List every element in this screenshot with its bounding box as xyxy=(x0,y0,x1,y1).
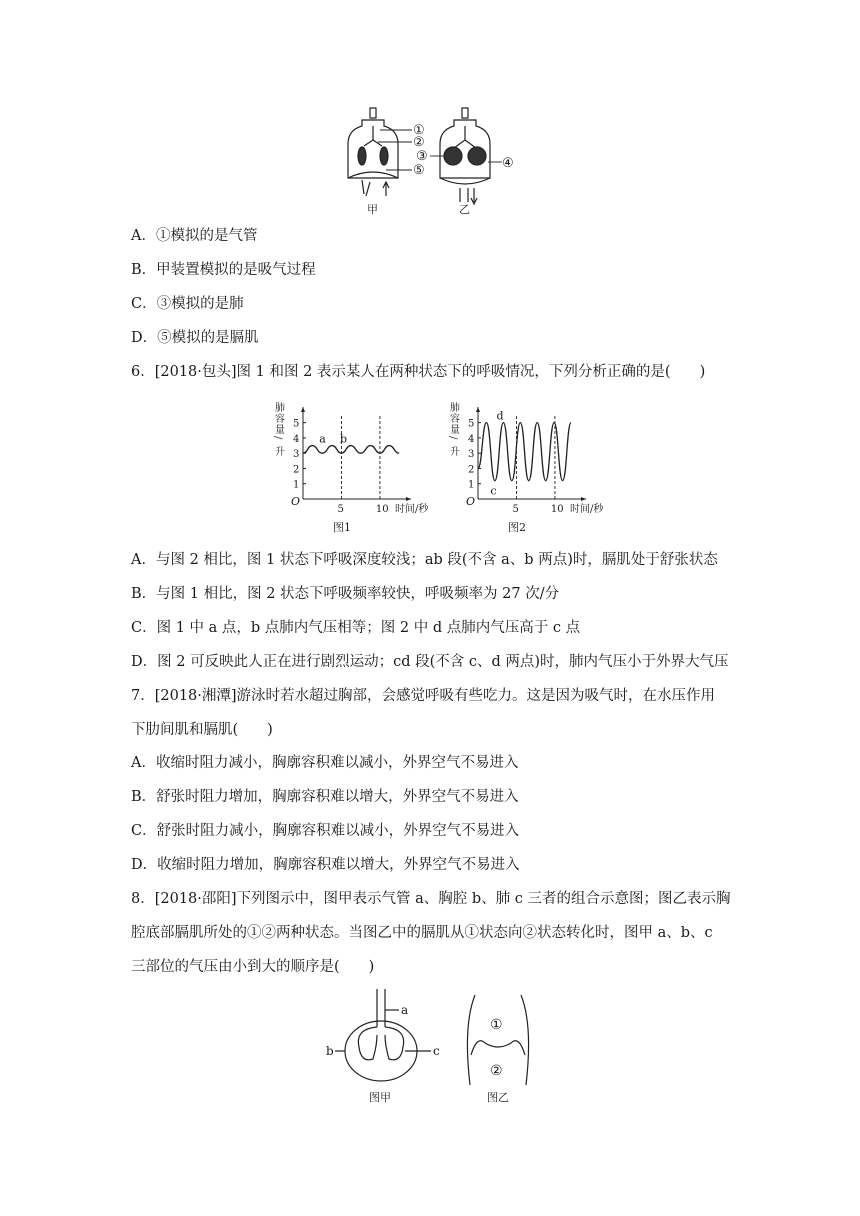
state-2: ② xyxy=(490,1063,503,1079)
jar-jia xyxy=(348,108,398,196)
origin-label: O xyxy=(466,495,476,508)
y-axis-label-char: 量 xyxy=(275,425,285,436)
x-tick-label: 5 xyxy=(337,504,344,515)
y-axis-label-char: 升 xyxy=(450,447,460,458)
chart-figure-1 xyxy=(265,395,429,535)
y-axis-label-char: 量 xyxy=(450,425,460,436)
chart-title: 图2 xyxy=(508,521,526,534)
x-tick-label: 5 xyxy=(512,504,519,515)
q7-option-b: B．舒张时阻力增加，胸廓容积难以增大，外界空气不易进入 xyxy=(131,789,519,805)
x-axis-label: 时间/秒 xyxy=(570,504,604,515)
x-tick-label: 10 xyxy=(375,504,389,515)
label-3: ③ xyxy=(416,149,428,164)
q5-option-d: D．⑤模拟的是膈肌 xyxy=(131,330,259,346)
q7-option-a: A．收缩时阻力减小，胸廓容积难以减小，外界空气不易进入 xyxy=(131,755,519,771)
label-b: b xyxy=(326,1044,334,1058)
series-line xyxy=(478,423,571,481)
label-a: a xyxy=(401,1003,409,1017)
y-axis-arrow xyxy=(476,407,480,412)
q6-option-a: A．与图 2 相比，图 1 状态下呼吸深度较浅；ab 段(不含 a、b 两点)时，膈肌处于舒张状态 xyxy=(131,552,718,568)
y-axis-label-char: 容 xyxy=(275,414,285,425)
label-4: ④ xyxy=(502,156,514,171)
q6-option-c: C．图 1 中 a 点，b 点肺内气压相等；图 2 中 d 点肺内气压高于 c 点 xyxy=(131,620,581,636)
figure-jia xyxy=(335,989,431,1081)
y-axis-label-char: 肺 xyxy=(275,403,285,414)
state-1: ① xyxy=(490,1017,503,1033)
y-axis-label-char: 升 xyxy=(275,447,285,458)
point-label-d: d xyxy=(496,409,504,423)
q5-option-c: C．③模拟的是肺 xyxy=(131,296,244,312)
caption-tu-yi: 图乙 xyxy=(487,1091,509,1104)
q5-option-a: A．①模拟的是气管 xyxy=(131,228,258,244)
y-tick-label: 1 xyxy=(468,479,475,491)
y-tick-label: 2 xyxy=(468,464,475,476)
x-axis-arrow xyxy=(581,497,586,501)
q8-stem-line1: 8．[2018·邵阳]下列图示中，图甲表示气管 a、胸腔 b、肺 c 三者的组合示意图；图乙表示胸 xyxy=(131,891,731,907)
chart-title: 图1 xyxy=(333,521,351,534)
q7-option-c: C．舒张时阻力减小，胸廓容积难以减小，外界空气不易进入 xyxy=(131,823,520,839)
point-label-c: c xyxy=(490,484,497,498)
x-tick-label: 10 xyxy=(550,504,564,515)
bell-jar-figure xyxy=(340,100,530,220)
q6-option-b: B．与图 1 相比，图 2 状态下呼吸频率较快，呼吸频率为 27 次/分 xyxy=(131,586,560,602)
y-tick-label: 3 xyxy=(468,449,475,461)
y-tick-label: 2 xyxy=(293,464,300,476)
y-tick-label: 5 xyxy=(468,418,475,430)
y-axis-label-char: / xyxy=(272,436,283,440)
y-tick-label: 5 xyxy=(293,418,300,430)
x-axis-arrow xyxy=(406,497,411,501)
thorax-figure xyxy=(325,985,545,1110)
caption-yi: 乙 xyxy=(459,203,470,216)
y-tick-label: 4 xyxy=(468,433,475,445)
y-axis-arrow xyxy=(301,407,305,412)
q8-stem-line3: 三部位的气压由小到大的顺序是( ) xyxy=(131,959,375,975)
caption-tu-jia: 图甲 xyxy=(369,1091,391,1104)
q5-option-b: B．甲装置模拟的是吸气过程 xyxy=(131,262,316,278)
chart-figure-2 xyxy=(440,395,604,535)
q8-stem-line2: 腔底部膈肌所处的①②两种状态。当图乙中的膈肌从①状态向②状态转化时，图甲 a、b、c xyxy=(131,925,713,941)
q6-stem: 6．[2018·包头]图 1 和图 2 表示某人在两种状态下的呼吸情况，下列分析正确的是( ) xyxy=(131,364,706,380)
label-5: ⑤ xyxy=(413,163,425,178)
y-axis-label-char: / xyxy=(447,436,458,440)
y-tick-label: 3 xyxy=(293,449,300,461)
origin-label: O xyxy=(291,495,301,508)
y-tick-label: 4 xyxy=(293,433,300,445)
y-tick-label: 1 xyxy=(293,479,300,491)
y-axis-label-char: 肺 xyxy=(450,403,460,414)
point-label-a: a xyxy=(319,432,326,446)
label-2: ② xyxy=(413,135,425,150)
q6-option-d: D．图 2 可反映此人正在进行剧烈运动；cd 段(不含 c、d 两点)时，肺内气压小于外界大气压 xyxy=(131,654,729,670)
caption-jia: 甲 xyxy=(367,203,378,216)
series-line xyxy=(303,446,399,454)
x-axis-label: 时间/秒 xyxy=(395,504,429,515)
label-1: ① xyxy=(413,123,425,138)
q7-stem-line1: 7．[2018·湘潭]游泳时若水超过胸部，会感觉呼吸有些吃力。这是因为吸气时，在水压作用 xyxy=(131,688,716,704)
q7-option-d: D．收缩时阻力增加，胸廓容积难以增大，外界空气不易进入 xyxy=(131,857,520,873)
y-axis-label-char: 容 xyxy=(450,414,460,425)
jar-yi xyxy=(440,108,490,204)
label-c: c xyxy=(433,1044,440,1058)
point-label-b: b xyxy=(340,432,348,446)
q7-stem-line2: 下肋间肌和膈肌( ) xyxy=(131,722,273,738)
